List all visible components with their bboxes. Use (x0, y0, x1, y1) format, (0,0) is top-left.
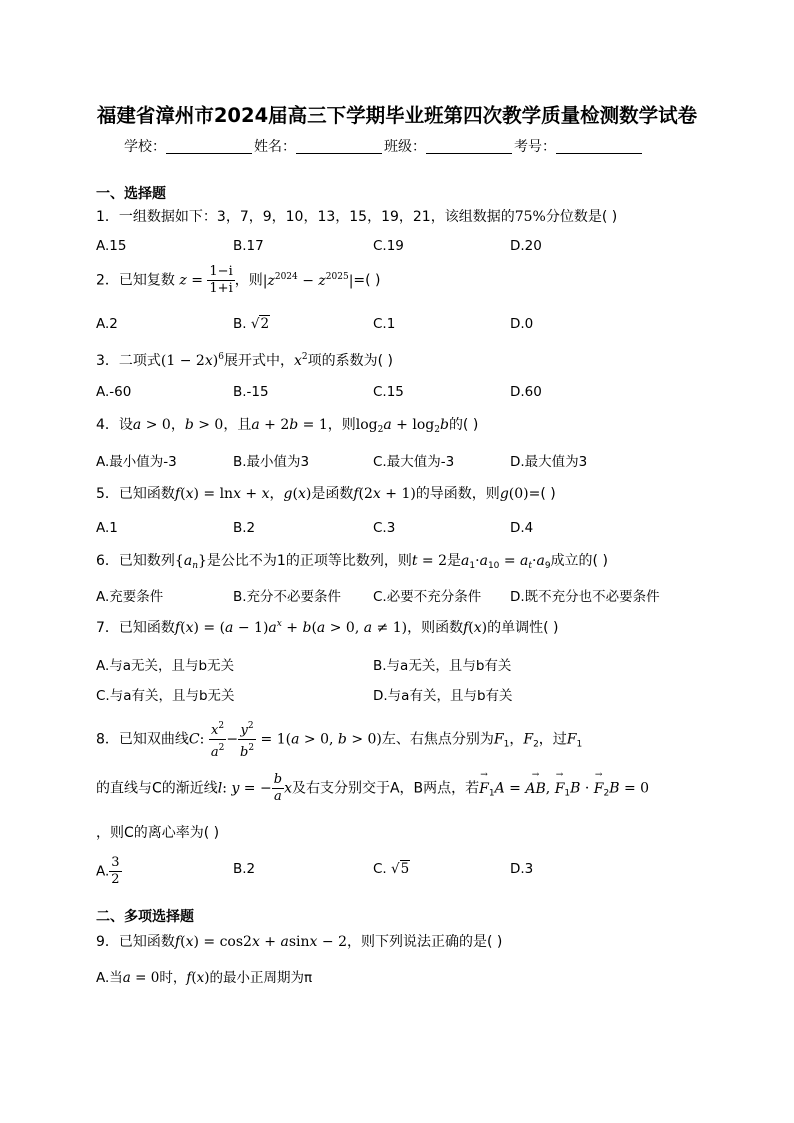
q2-lead: 2．已知复数 (96, 272, 175, 289)
q1-option-b[interactable]: B.17 (233, 238, 264, 254)
question-4: 4．设a > 0，b > 0，且a + 2b = 1，则$\log_2a + \log_2b$的( ) (96, 417, 479, 435)
q3-option-b[interactable]: B.-15 (233, 384, 269, 400)
q1-percent: 75% (514, 209, 546, 225)
q7-option-d[interactable]: D.与a有关，且与b有关 (373, 688, 513, 704)
number-blank[interactable] (556, 139, 642, 154)
question-6: 6．已知数列$\{a_n\}$是公比不为1的正项等比数列，则t = 2是$a_1\cdot a_{10} = a_t\cdot a_9$成立的( ) (96, 553, 608, 571)
q4-option-d[interactable]: D.最大值为3 (510, 454, 588, 470)
q6-option-a[interactable]: A.充要条件 (96, 589, 164, 605)
q8-option-b[interactable]: B.2 (233, 861, 256, 877)
q2-option-d[interactable]: D.0 (510, 316, 534, 332)
q5-option-c[interactable]: C.3 (373, 520, 396, 536)
number-label: 考号： (514, 139, 556, 155)
class-blank[interactable] (426, 139, 512, 154)
q3-tail: 项的系数为( ) (307, 353, 393, 369)
q3-x-squared: x (293, 353, 302, 369)
q2-option-a[interactable]: A.2 (96, 316, 118, 332)
q5-option-a[interactable]: A.1 (96, 520, 118, 536)
q2-abs-expression: $|z^{2024} - z^{2025}|$ (262, 271, 354, 289)
class-label: 班级： (384, 139, 426, 155)
question-7: 7．已知函数$f(x) = (a - 1)a^x + b(a > 0$, a ≠ 1)，则函数f(x)的单调性( ) (96, 619, 559, 636)
question-8: 8．已知双曲线C: $\frac{x^2}{a^2}$ − $\frac{y^2}{b^2}$ = 1(a > 0, b > 0)左、右焦点分别为$F_1$，$F_2$，过$F_1$ (96, 718, 582, 761)
q2-tail: =( ) (353, 272, 381, 289)
q9-option-a[interactable]: A.当a = 0时，f(x)的最小正周期为π (96, 970, 313, 986)
q7-option-c[interactable]: C.与a有关，且与b无关 (96, 688, 235, 704)
q1-option-c[interactable]: C.19 (373, 238, 404, 254)
question-8-line-2: 的直线与C的渐近线l: y = − $\frac{b}{a}$ x及右支分别交于A，B两点，若→ $F_1A$ = → AB, → $F_1B$ · → $F_2B = 0$ (96, 772, 649, 805)
name-label: 姓名： (254, 139, 296, 155)
school-blank[interactable] (166, 139, 252, 154)
question-5: 5．已知函数f(x) = lnx + x，g(x)是函数f(2x + 1)的导函数，则g(0)=( ) (96, 486, 556, 502)
q3-binomial: $(1 - 2x)^6$ (160, 352, 224, 369)
q8-option-d[interactable]: D.3 (510, 861, 534, 877)
q8-option-a[interactable]: A. $\frac{3}{2}$ (96, 855, 120, 887)
q4-log-expression: $\log_2a + \log_2b$ (355, 417, 449, 435)
q1-option-a[interactable]: A.15 (96, 238, 127, 254)
section-heading-single-choice: 一、选择题 (96, 186, 166, 202)
q1-tail: 分位数是( ) (545, 209, 618, 225)
q4-option-b[interactable]: B.最小值为3 (233, 454, 310, 470)
q6-option-d[interactable]: D.既不充分也不必要条件 (510, 589, 660, 605)
q5-option-b[interactable]: B.2 (233, 520, 256, 536)
school-label: 学校： (124, 139, 166, 155)
question-3: 3．二项式$(1 - 2x)^6$展开式中，$x^2$项的系数为( ) (96, 352, 393, 369)
q1-text: 1．一组数据如下：3，7，9，10，13，15，19，21，该组数据的 (96, 209, 515, 225)
student-info-line (124, 136, 684, 156)
q4-option-c[interactable]: C.最大值为-3 (373, 454, 455, 470)
question-9: 9．已知函数f(x) = cos2x + asinx − 2，则下列说法正确的是( ) (96, 934, 503, 950)
question-1 (96, 206, 617, 226)
q3-option-c[interactable]: C.15 (373, 384, 404, 400)
q6-option-b[interactable]: B.充分不必要条件 (233, 589, 342, 605)
q1-option-d[interactable]: D.20 (510, 238, 542, 254)
q2-option-c[interactable]: C.1 (373, 316, 396, 332)
q6-option-c[interactable]: C.必要不充分条件 (373, 589, 482, 605)
q4-lead: 4．设 (96, 417, 133, 433)
q7-option-a[interactable]: A.与a无关，且与b无关 (96, 658, 235, 674)
q4-option-a[interactable]: A.最小值为-3 (96, 454, 177, 470)
section-heading-multiple-choice: 二、多项选择题 (96, 909, 194, 925)
q2-mid: ，则 (234, 272, 263, 289)
q7-option-b[interactable]: B.与a无关，且与b有关 (373, 658, 512, 674)
q3-lead: 3．二项式 (96, 353, 161, 369)
q5-option-d[interactable]: D.4 (510, 520, 534, 536)
q2-z-formula: z (179, 272, 187, 289)
q8-option-c[interactable]: C. √5 (373, 861, 410, 877)
q2-fraction: $\frac{1-i}{1+i}$ (209, 264, 233, 296)
q2-option-b[interactable]: B. √2 (233, 316, 270, 332)
q3-option-a[interactable]: A.-60 (96, 384, 132, 400)
q3-option-d[interactable]: D.60 (510, 384, 542, 400)
question-8-line-3: ，则C的离心率为( ) (96, 825, 220, 841)
page-title: 福建省漳州市2024届高三下学期毕业班第四次教学质量检测数学试卷 (96, 104, 698, 127)
question-2: 2．已知复数 z = $\frac{1-i}{1+i}$ ，则$|z^{2024} - z^{2025}|=$( ) (96, 264, 381, 296)
name-blank[interactable] (296, 139, 382, 154)
q3-mid: 展开式中， (223, 353, 294, 369)
